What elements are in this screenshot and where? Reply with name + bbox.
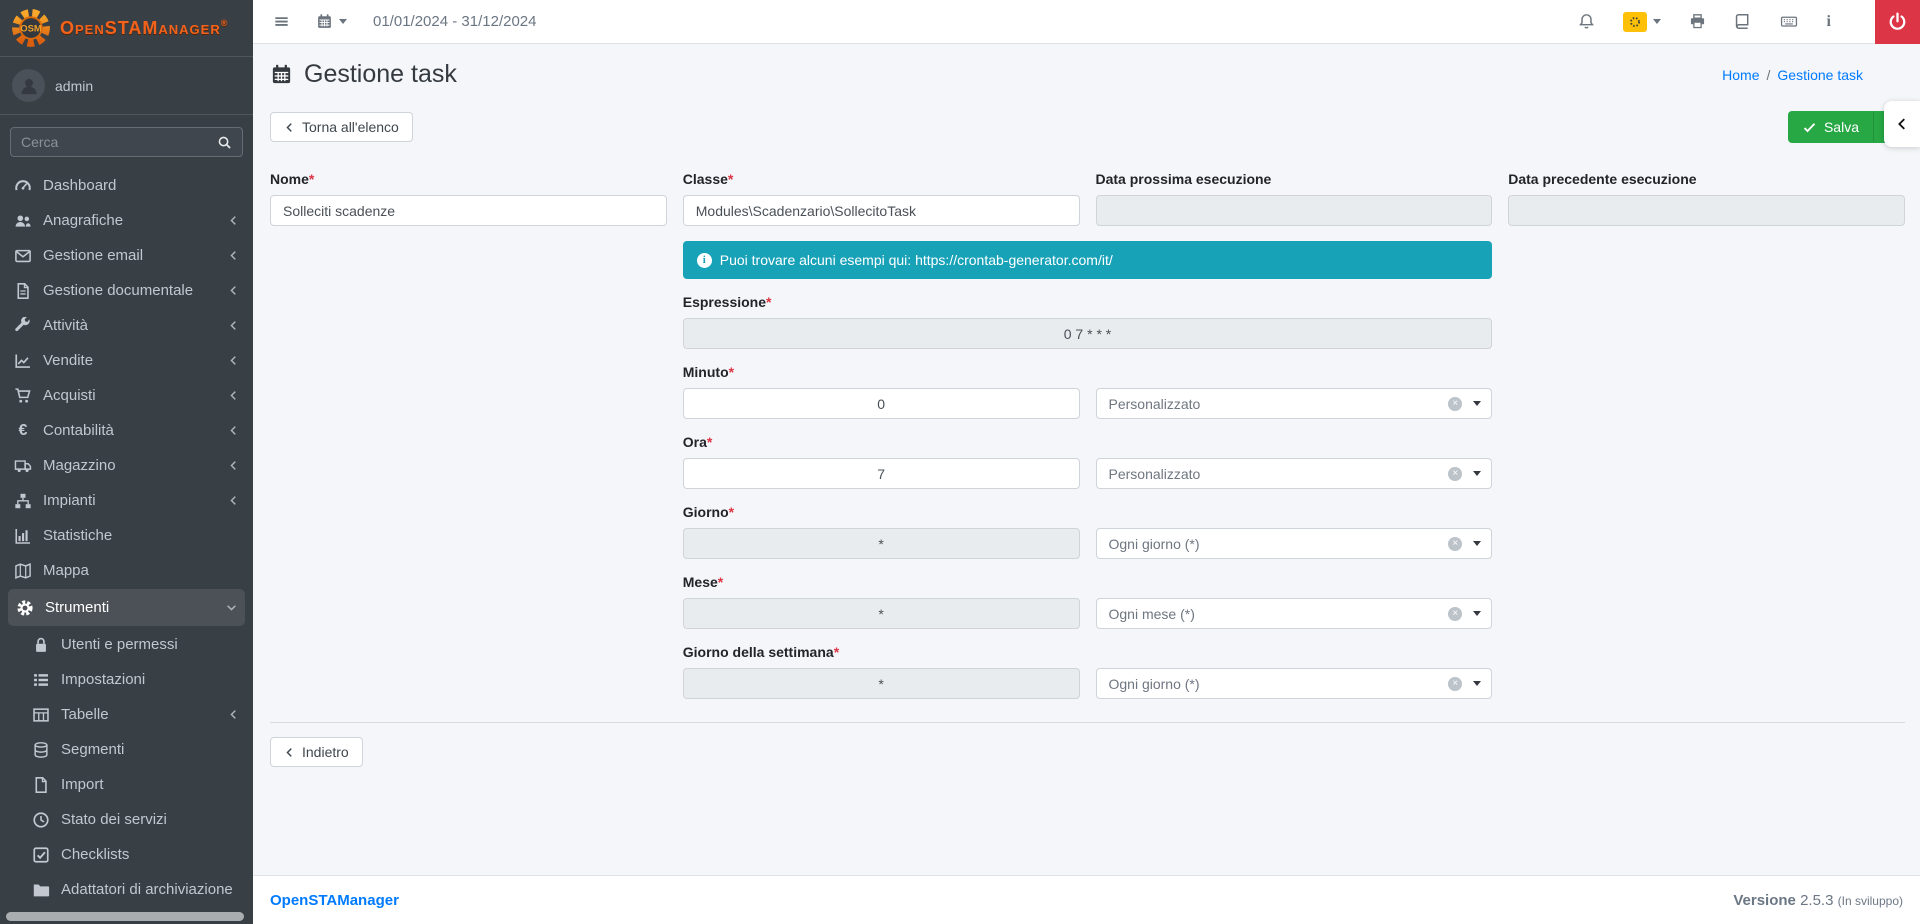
map-icon — [14, 562, 32, 580]
topbar-left — [273, 13, 536, 30]
required-mark: * — [728, 504, 735, 520]
spinner-icon — [1628, 15, 1642, 29]
spinner-badge — [1623, 12, 1647, 32]
search-button[interactable] — [206, 128, 242, 156]
chevron-left-icon — [228, 709, 239, 720]
document-icon — [14, 282, 32, 300]
chevron-left-icon — [228, 355, 239, 366]
data-prossima-field-group — [1096, 171, 1493, 226]
sidebar-item-gestione-email[interactable]: Gestione email — [0, 238, 253, 273]
sidebar-item-mappa[interactable]: Mappa — [0, 553, 253, 588]
espressione-label: Espressione* — [682, 294, 772, 310]
chevron-left-icon — [228, 250, 239, 261]
required-mark: * — [727, 171, 734, 187]
caret-down-icon — [1473, 541, 1481, 546]
bell-icon[interactable] — [1578, 13, 1595, 30]
mese-input — [683, 598, 1080, 629]
giorno-label: Giorno* — [682, 504, 735, 520]
user-name: admin — [55, 77, 94, 94]
sidebar-item-statistiche[interactable]: Statistiche — [0, 518, 253, 553]
giorno-input — [683, 528, 1080, 559]
search-input[interactable] — [11, 128, 206, 156]
footer-brand-link[interactable]: OpenSTAManager — [270, 891, 399, 909]
sidebar-item-import[interactable]: Import — [0, 767, 253, 802]
folder-icon — [32, 881, 50, 899]
lock-icon — [32, 636, 50, 654]
sidebar-item-impianti[interactable]: Impianti — [0, 483, 253, 518]
users-icon — [14, 212, 32, 230]
breadcrumb-home-link[interactable]: Home — [1722, 66, 1760, 83]
sidebar-item-attivita[interactable]: Attività — [0, 308, 253, 343]
content-header — [270, 60, 1905, 89]
table-icon — [32, 706, 50, 724]
nome-label: Nome* — [270, 171, 315, 187]
classe-input[interactable] — [683, 195, 1080, 226]
sidebar-item-stato-dei-servizi[interactable]: Stato dei servizi — [0, 802, 253, 837]
chevron-left-icon — [228, 320, 239, 331]
required-mark: * — [833, 644, 840, 660]
sidebar-item-utenti-e-permessi[interactable]: Utenti e permessi — [0, 627, 253, 662]
sidebar-item-dashboard[interactable]: Dashboard — [0, 168, 253, 203]
calendar-icon — [316, 13, 333, 30]
content — [253, 44, 1920, 875]
chevron-down-icon — [226, 602, 237, 613]
list-icon — [32, 671, 50, 689]
svg-text:OSM: OSM — [20, 23, 42, 35]
osm-gear-logo-icon — [10, 7, 52, 49]
database-icon — [32, 741, 50, 759]
sidebar-item-vendite[interactable]: Vendite — [0, 343, 253, 378]
breadcrumb-separator: / — [1766, 66, 1771, 83]
user-panel[interactable] — [0, 57, 253, 115]
hamburger-menu-icon[interactable] — [273, 13, 290, 30]
cart-icon — [14, 387, 32, 405]
chart-bar-icon — [14, 527, 32, 545]
search-icon — [217, 135, 232, 150]
ora-input[interactable] — [683, 458, 1080, 489]
brand-name: OpenSTAManager® — [60, 17, 229, 38]
logout-button[interactable] — [1875, 0, 1920, 44]
caret-down-icon — [1653, 19, 1661, 24]
giorno-settimana-label: Giorno della settimana* — [682, 644, 840, 660]
clear-icon[interactable]: × — [1448, 537, 1462, 551]
gauge-icon — [14, 177, 32, 195]
brand[interactable] — [0, 0, 253, 57]
clear-icon[interactable]: × — [1448, 677, 1462, 691]
required-mark: * — [706, 434, 713, 450]
check-icon — [1803, 121, 1816, 134]
footer — [253, 875, 1920, 924]
giorno-select[interactable]: Ogni giorno (*) × — [1096, 528, 1493, 559]
espressione-field-group — [683, 294, 1493, 349]
ora-field-group — [683, 434, 1493, 489]
book-icon[interactable] — [1734, 13, 1751, 30]
classe-label: Classe* — [682, 171, 734, 187]
data-prossima-label: Data prossima esecuzione — [1095, 171, 1272, 187]
sidebar-item-gestione-documentale[interactable]: Gestione documentale — [0, 273, 253, 308]
version-label: Versione — [1733, 891, 1796, 909]
divider — [270, 722, 1905, 723]
sidebar-nav — [0, 163, 253, 907]
chevron-left-icon — [284, 122, 295, 133]
avatar — [12, 69, 45, 102]
data-prossima-input — [1096, 195, 1493, 226]
sidebar-item-strumenti[interactable]: Strumenti — [8, 589, 245, 626]
page-title: Gestione task — [270, 60, 457, 89]
mese-label: Mese* — [682, 574, 724, 590]
ora-label: Ora* — [682, 434, 713, 450]
chevron-left-icon — [228, 425, 239, 436]
chevron-left-icon — [228, 390, 239, 401]
back-to-list-button[interactable]: Torna all'elenco — [270, 112, 413, 142]
background-tasks-button[interactable] — [1623, 12, 1661, 32]
calendar-icon — [270, 63, 293, 86]
sidebar — [0, 0, 253, 924]
clear-icon[interactable]: × — [1448, 397, 1462, 411]
caret-down-icon — [339, 19, 347, 24]
sidebar-item-tabelle[interactable]: Tabelle — [0, 697, 253, 732]
clear-icon[interactable]: × — [1448, 467, 1462, 481]
sidebar-search — [10, 127, 243, 157]
sidebar-item-segmenti[interactable]: Segmenti — [0, 732, 253, 767]
classe-field-group — [683, 171, 1080, 226]
info-banner: i Puoi trovare alcuni esempi qui: https://crontab-generator.com/it/ — [683, 241, 1493, 279]
caret-down-icon — [1473, 611, 1481, 616]
caret-down-icon — [1473, 401, 1481, 406]
clear-icon[interactable]: × — [1448, 607, 1462, 621]
minuto-label: Minuto* — [682, 364, 735, 380]
data-precedente-input — [1508, 195, 1905, 226]
info-icon[interactable]: i — [1826, 12, 1831, 30]
info-circle-icon: i — [697, 253, 712, 268]
chevron-left-icon — [228, 215, 239, 226]
data-precedente-field-group — [1508, 171, 1905, 226]
required-mark: * — [728, 364, 735, 380]
espressione-input — [683, 318, 1493, 349]
task-form — [270, 171, 1905, 714]
chevron-left-icon — [1895, 117, 1909, 131]
power-icon — [1888, 12, 1907, 31]
back-button[interactable]: Indietro — [270, 737, 363, 767]
sidebar-item-checklists[interactable]: Checklists — [0, 837, 253, 872]
registered-mark: ® — [220, 17, 229, 28]
sidebar-item-magazzino[interactable]: Magazzino — [0, 448, 253, 483]
version-number: 2.5.3 — [1800, 891, 1834, 909]
required-mark: * — [766, 294, 772, 310]
file-icon — [32, 776, 50, 794]
caret-down-icon — [1473, 471, 1481, 476]
sidebar-item-anagrafiche[interactable]: Anagrafiche — [0, 203, 253, 238]
sidebar-item-impostazioni[interactable]: Impostazioni — [0, 662, 253, 697]
breadcrumb-current-link[interactable]: Gestione task — [1777, 66, 1863, 83]
sidebar-horizontal-scrollbar[interactable] — [6, 912, 244, 921]
breadcrumb — [1722, 67, 1905, 83]
nome-field-group — [270, 171, 667, 226]
chevron-left-icon — [228, 285, 239, 296]
chevron-left-icon — [228, 460, 239, 471]
main-area — [253, 0, 1920, 924]
mese-select[interactable]: Ogni mese (*) × — [1096, 598, 1493, 629]
nome-input[interactable] — [270, 195, 667, 226]
giorno-settimana-input — [683, 668, 1080, 699]
minuto-select[interactable]: Personalizzato × — [1096, 388, 1493, 419]
giorno-settimana-select[interactable]: Ogni giorno (*) × — [1096, 668, 1493, 699]
envelope-icon — [14, 247, 32, 265]
ora-select[interactable]: Personalizzato × — [1096, 458, 1493, 489]
chart-line-icon — [14, 352, 32, 370]
giorno-settimana-field-group — [683, 644, 1493, 699]
sidebar-item-acquisti[interactable]: Acquisti — [0, 378, 253, 413]
required-mark: * — [717, 574, 724, 590]
keyboard-icon[interactable] — [1779, 13, 1799, 30]
topbar — [253, 0, 1920, 44]
save-button-main: Salva — [1789, 112, 1873, 142]
version-note: (In sviluppo) — [1837, 893, 1903, 908]
version-info — [1733, 892, 1903, 909]
chevron-left-icon — [284, 747, 295, 758]
clock-icon — [32, 811, 50, 829]
date-range[interactable]: 01/01/2024 - 31/12/2024 — [373, 13, 537, 30]
chevron-left-icon — [228, 495, 239, 506]
giorno-field-group — [683, 504, 1493, 559]
mese-field-group — [683, 574, 1493, 629]
sidebar-item-adattatori-di-archiviazione[interactable]: Adattatori di archiviazione — [0, 872, 253, 907]
data-precedente-label: Data precedente esecuzione — [1508, 171, 1697, 187]
minuto-field-group — [683, 364, 1493, 419]
caret-down-icon — [1473, 681, 1481, 686]
check-square-icon — [32, 846, 50, 864]
network-icon — [14, 492, 32, 510]
period-picker-button[interactable] — [316, 13, 347, 30]
printer-icon[interactable] — [1689, 13, 1706, 30]
wrench-icon — [14, 317, 32, 335]
sidebar-item-contabilita[interactable]: € Contabilità — [0, 413, 253, 448]
topbar-right — [1578, 0, 1920, 44]
panel-toggle-button[interactable] — [1884, 101, 1920, 147]
required-mark: * — [308, 171, 315, 187]
minuto-input[interactable] — [683, 388, 1080, 419]
toolbar — [270, 111, 1905, 143]
gear-icon — [16, 599, 34, 617]
euro-icon: € — [18, 421, 28, 439]
truck-icon — [14, 457, 32, 475]
